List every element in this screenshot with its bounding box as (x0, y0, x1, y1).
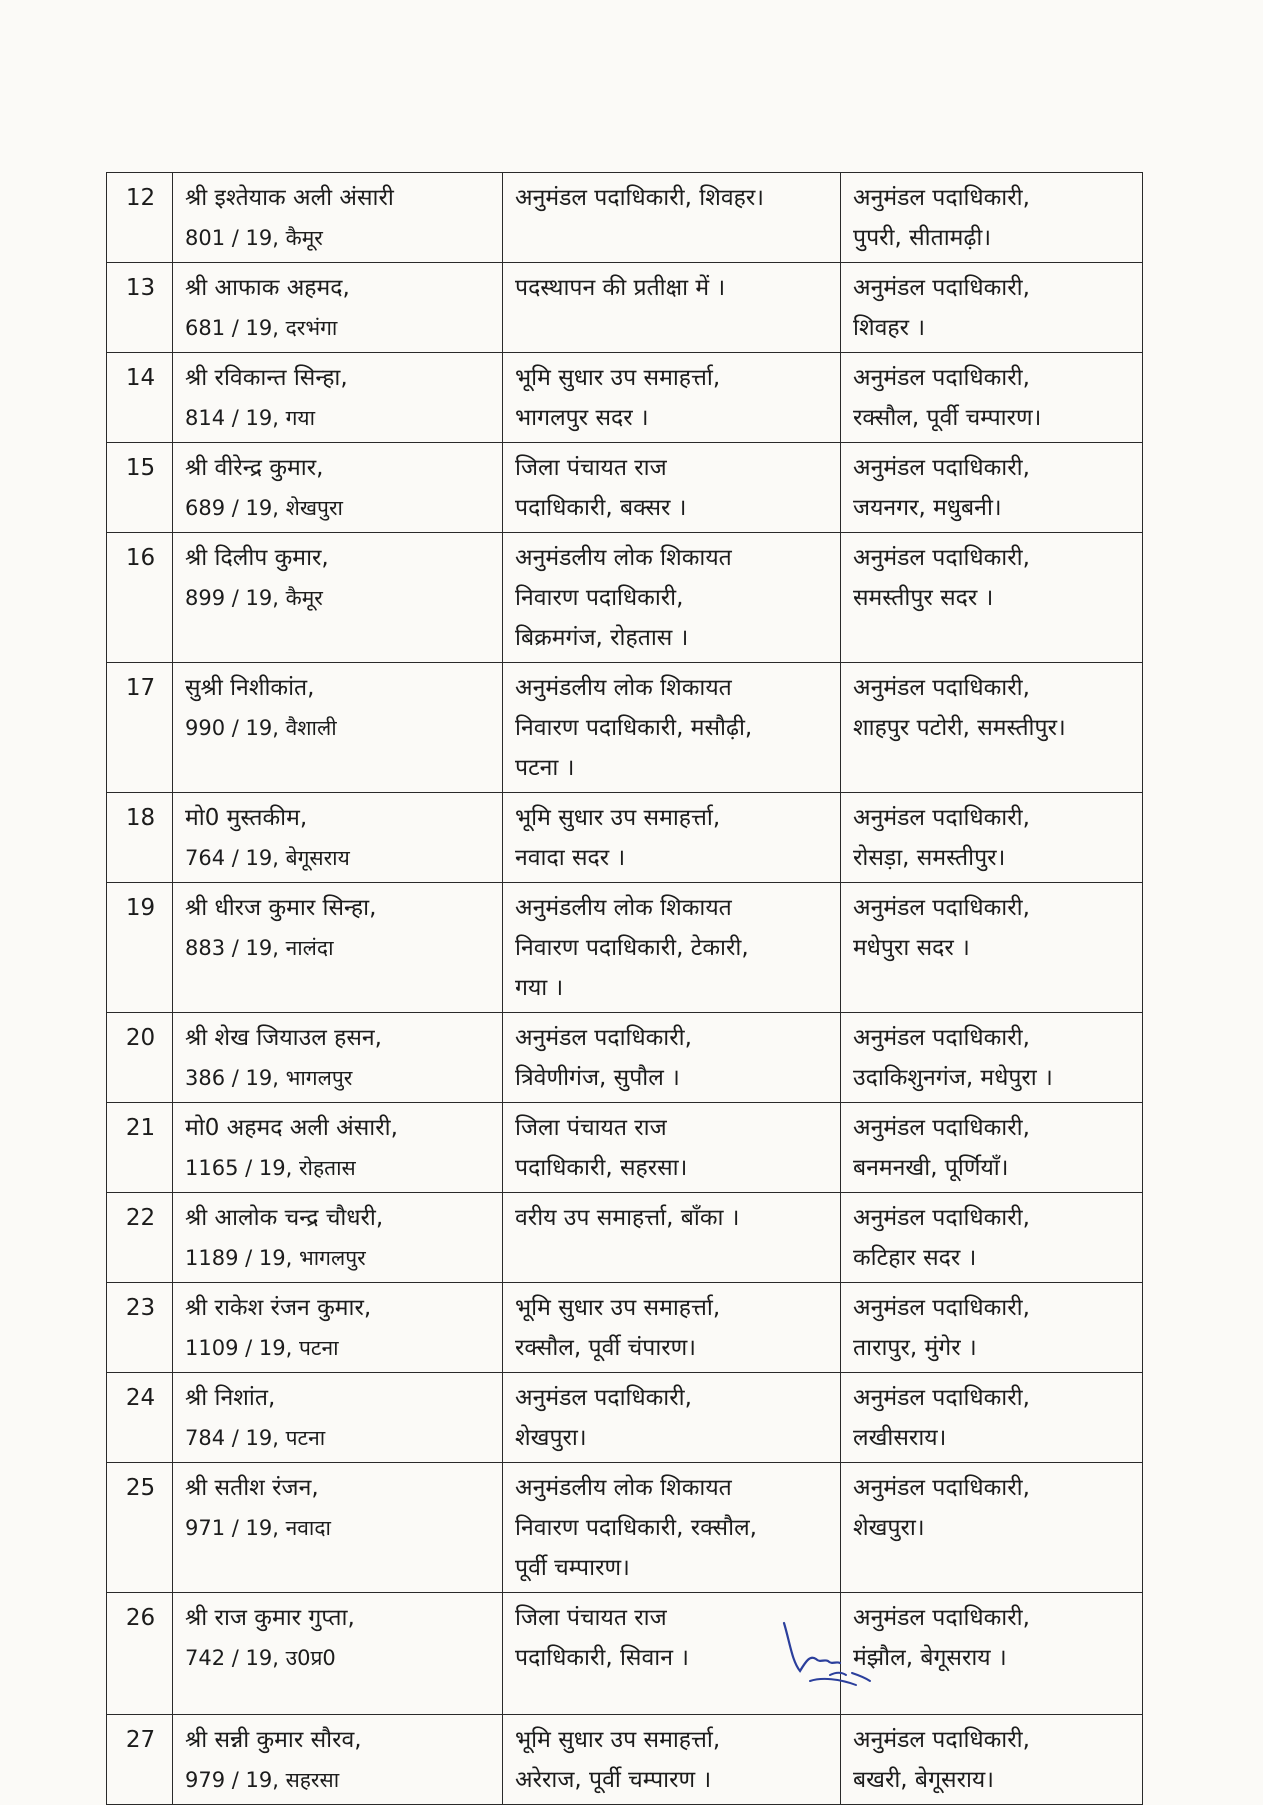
current-posting-line: भूमि सुधार उप समाहर्त्ता, (515, 805, 721, 831)
new-posting-line: अनुमंडल पदाधिकारी, (853, 1475, 1030, 1501)
current-posting-line: अनुमंडल पदाधिकारी, (515, 1385, 692, 1411)
new-posting-cell (841, 1013, 1143, 1103)
current-posting-line: पदाधिकारी, सिवान । (515, 1645, 689, 1671)
new-posting-line: अनुमंडल पदाधिकारी, (853, 1025, 1030, 1051)
officer-name: श्री वीरेन्द्र कुमार, (185, 455, 324, 481)
current-posting-line: भूमि सुधार उप समाहर्त्ता, (515, 1295, 721, 1321)
new-posting-cell (841, 173, 1143, 263)
new-posting-line: पुपरी, सीतामढ़ी। (853, 225, 992, 251)
new-posting-cell (841, 1715, 1143, 1805)
serial-number: 23 (107, 1283, 173, 1373)
table-row (107, 443, 1143, 533)
officer-batch-home: 899 / 19, कैमूर (185, 586, 323, 610)
serial-number: 20 (107, 1013, 173, 1103)
officer-name: श्री दिलीप कुमार, (185, 545, 329, 571)
officer-cell (173, 1373, 503, 1463)
current-posting-cell (503, 793, 841, 883)
officer-batch-home: 764 / 19, बेगूसराय (185, 846, 350, 870)
new-posting-line: समस्तीपुर सदर । (853, 585, 994, 611)
new-posting-cell (841, 1463, 1143, 1593)
current-posting-line: जिला पंचायत राज (515, 1605, 667, 1631)
new-posting-cell (841, 1103, 1143, 1193)
current-posting-line: अनुमंडलीय लोक शिकायत (515, 675, 732, 701)
table-row (107, 793, 1143, 883)
table-row (107, 173, 1143, 263)
officer-name: श्री राज कुमार गुप्ता, (185, 1605, 355, 1631)
officer-name: श्री रविकान्त सिन्हा, (185, 365, 348, 391)
current-posting-line: पदाधिकारी, सहरसा। (515, 1155, 688, 1181)
new-posting-line: बनमनखी, पूर्णियाँ। (853, 1155, 1009, 1181)
table-row (107, 1103, 1143, 1193)
table-row (107, 263, 1143, 353)
current-posting-line: अनुमंडल पदाधिकारी, शिवहर। (515, 185, 764, 211)
officer-batch-home: 1165 / 19, रोहतास (185, 1156, 356, 1180)
new-posting-cell (841, 663, 1143, 793)
officer-cell (173, 533, 503, 663)
current-posting-cell (503, 1013, 841, 1103)
current-posting-line: रक्सौल, पूर्वी चंपारण। (515, 1335, 697, 1361)
current-posting-line: भूमि सुधार उप समाहर्त्ता, (515, 365, 721, 391)
current-posting-line: गया । (515, 975, 564, 1001)
new-posting-line: अनुमंडल पदाधिकारी, (853, 1295, 1030, 1321)
officer-name: श्री सन्नी कुमार सौरव, (185, 1727, 362, 1753)
officer-cell (173, 173, 503, 263)
officer-batch-home: 784 / 19, पटना (185, 1426, 326, 1450)
serial-number: 14 (107, 353, 173, 443)
new-posting-line: अनुमंडल पदाधिकारी, (853, 545, 1030, 571)
new-posting-line: लखीसराय। (853, 1425, 947, 1451)
new-posting-line: अनुमंडल पदाधिकारी, (853, 675, 1030, 701)
current-posting-cell (503, 353, 841, 443)
current-posting-cell (503, 263, 841, 353)
new-posting-cell (841, 443, 1143, 533)
new-posting-cell (841, 1193, 1143, 1283)
new-posting-cell (841, 883, 1143, 1013)
officer-batch-home: 1189 / 19, भागलपुर (185, 1246, 366, 1270)
current-posting-line: पटना । (515, 755, 575, 781)
table-row (107, 1013, 1143, 1103)
current-posting-cell (503, 1193, 841, 1283)
current-posting-cell (503, 1103, 841, 1193)
new-posting-line: शाहपुर पटोरी, समस्तीपुर। (853, 715, 1066, 741)
current-posting-line: जिला पंचायत राज (515, 455, 667, 481)
officer-cell (173, 1103, 503, 1193)
table-row (107, 1715, 1143, 1805)
serial-number: 25 (107, 1463, 173, 1593)
current-posting-cell (503, 883, 841, 1013)
officer-name: श्री आलोक चन्द्र चौधरी, (185, 1205, 384, 1231)
serial-number: 12 (107, 173, 173, 263)
current-posting-cell (503, 533, 841, 663)
officer-batch-home: 990 / 19, वैशाली (185, 716, 337, 740)
new-posting-line: अनुमंडल पदाधिकारी, (853, 1727, 1030, 1753)
new-posting-line: रोसड़ा, समस्तीपुर। (853, 845, 1006, 871)
table-row (107, 1283, 1143, 1373)
table-row (107, 1593, 1143, 1715)
table-row (107, 1193, 1143, 1283)
current-posting-line: शेखपुरा। (515, 1425, 587, 1451)
officer-cell (173, 663, 503, 793)
current-posting-line: वरीय उप समाहर्त्ता, बाँका । (515, 1205, 740, 1231)
officer-batch-home: 1109 / 19, पटना (185, 1336, 339, 1360)
new-posting-line: मधेपुरा सदर । (853, 935, 970, 961)
officer-cell (173, 883, 503, 1013)
serial-number: 27 (107, 1715, 173, 1805)
current-posting-line: निवारण पदाधिकारी, (515, 585, 684, 611)
handwritten-signature (770, 1615, 900, 1695)
new-posting-line: बखरी, बेगूसराय। (853, 1767, 994, 1793)
new-posting-line: मंझौल, बेगूसराय । (853, 1645, 1007, 1671)
officer-batch-home: 801 / 19, कैमूर (185, 226, 323, 250)
officer-batch-home: 883 / 19, नालंदा (185, 936, 334, 960)
new-posting-line: अनुमंडल पदाधिकारी, (853, 1115, 1030, 1141)
officer-batch-home: 386 / 19, भागलपुर (185, 1066, 353, 1090)
table-row (107, 663, 1143, 793)
officer-batch-home: 814 / 19, गया (185, 406, 316, 430)
current-posting-line: पूर्वी चम्पारण। (515, 1555, 630, 1581)
current-posting-line: अनुमंडलीय लोक शिकायत (515, 1475, 732, 1501)
current-posting-line: निवारण पदाधिकारी, रक्सौल, (515, 1515, 757, 1541)
current-posting-line: जिला पंचायत राज (515, 1115, 667, 1141)
new-posting-cell (841, 1373, 1143, 1463)
new-posting-line: अनुमंडल पदाधिकारी, (853, 1605, 1030, 1631)
current-posting-line: भूमि सुधार उप समाहर्त्ता, (515, 1727, 721, 1753)
table-row (107, 1463, 1143, 1593)
new-posting-line: अनुमंडल पदाधिकारी, (853, 1205, 1030, 1231)
serial-number: 17 (107, 663, 173, 793)
current-posting-cell (503, 1373, 841, 1463)
officer-name: सुश्री निशीकांत, (185, 675, 315, 701)
officer-name: श्री इश्तेयाक अली अंसारी (185, 185, 394, 211)
new-posting-line: रक्सौल, पूर्वी चम्पारण। (853, 405, 1042, 431)
officer-name: मो0 मुस्तकीम, (185, 805, 308, 831)
officer-cell (173, 353, 503, 443)
current-posting-line: पदस्थापन की प्रतीक्षा में । (515, 275, 726, 301)
new-posting-line: अनुमंडल पदाधिकारी, (853, 185, 1030, 211)
new-posting-line: उदाकिशुनगंज, मधेपुरा । (853, 1065, 1053, 1091)
table-row (107, 883, 1143, 1013)
serial-number: 16 (107, 533, 173, 663)
new-posting-cell (841, 1283, 1143, 1373)
serial-number: 22 (107, 1193, 173, 1283)
officer-name: श्री शेख जियाउल हसन, (185, 1025, 382, 1051)
officer-batch-home: 971 / 19, नवादा (185, 1516, 331, 1540)
officer-cell (173, 793, 503, 883)
serial-number: 19 (107, 883, 173, 1013)
table-row (107, 533, 1143, 663)
serial-number: 15 (107, 443, 173, 533)
current-posting-cell (503, 1463, 841, 1593)
officer-name: श्री सतीश रंजन, (185, 1475, 319, 1501)
current-posting-line: निवारण पदाधिकारी, मसौढ़ी, (515, 715, 753, 741)
current-posting-line: अनुमंडलीय लोक शिकायत (515, 545, 732, 571)
current-posting-line: अनुमंडल पदाधिकारी, (515, 1025, 692, 1051)
current-posting-line: त्रिवेणीगंज, सुपौल । (515, 1065, 680, 1091)
current-posting-line: अरेराज, पूर्वी चम्पारण । (515, 1767, 712, 1793)
new-posting-line: अनुमंडल पदाधिकारी, (853, 275, 1030, 301)
new-posting-line: अनुमंडल पदाधिकारी, (853, 805, 1030, 831)
current-posting-cell (503, 1715, 841, 1805)
officer-name: श्री राकेश रंजन कुमार, (185, 1295, 372, 1321)
officer-name: श्री निशांत, (185, 1385, 276, 1411)
table-row (107, 1373, 1143, 1463)
officer-name: श्री धीरज कुमार सिन्हा, (185, 895, 377, 921)
new-posting-line: शेखपुरा। (853, 1515, 925, 1541)
current-posting-cell (503, 1283, 841, 1373)
officer-cell (173, 1283, 503, 1373)
current-posting-cell (503, 663, 841, 793)
new-posting-line: कटिहार सदर । (853, 1245, 977, 1271)
officer-cell (173, 1463, 503, 1593)
current-posting-cell (503, 443, 841, 533)
current-posting-line: पदाधिकारी, बक्सर । (515, 495, 687, 521)
current-posting-line: नवादा सदर । (515, 845, 626, 871)
officer-cell (173, 263, 503, 353)
new-posting-line: जयनगर, मधुबनी। (853, 495, 1002, 521)
current-posting-cell (503, 173, 841, 263)
serial-number: 24 (107, 1373, 173, 1463)
officer-batch-home: 979 / 19, सहरसा (185, 1768, 340, 1792)
new-posting-cell (841, 793, 1143, 883)
serial-number: 21 (107, 1103, 173, 1193)
officer-cell (173, 443, 503, 533)
current-posting-line: निवारण पदाधिकारी, टेकारी, (515, 935, 749, 961)
posting-table (106, 172, 1143, 1805)
officer-cell (173, 1013, 503, 1103)
new-posting-cell (841, 533, 1143, 663)
officer-batch-home: 689 / 19, शेखपुरा (185, 496, 343, 520)
officer-cell (173, 1193, 503, 1283)
new-posting-line: अनुमंडल पदाधिकारी, (853, 1385, 1030, 1411)
current-posting-line: अनुमंडलीय लोक शिकायत (515, 895, 732, 921)
officer-cell (173, 1715, 503, 1805)
officer-cell (173, 1593, 503, 1715)
new-posting-line: तारापुर, मुंगेर । (853, 1335, 977, 1361)
officer-name: श्री आफाक अहमद, (185, 275, 350, 301)
serial-number: 18 (107, 793, 173, 883)
new-posting-line: अनुमंडल पदाधिकारी, (853, 895, 1030, 921)
new-posting-cell (841, 353, 1143, 443)
serial-number: 26 (107, 1593, 173, 1715)
posting-table-body (107, 173, 1143, 1805)
new-posting-line: अनुमंडल पदाधिकारी, (853, 365, 1030, 391)
new-posting-line: शिवहर । (853, 315, 926, 341)
new-posting-cell (841, 263, 1143, 353)
current-posting-line: भागलपुर सदर । (515, 405, 649, 431)
officer-batch-home: 681 / 19, दरभंगा (185, 316, 338, 340)
current-posting-line: बिक्रमगंज, रोहतास । (515, 625, 689, 651)
officer-batch-home: 742 / 19, उ0प्र0 (185, 1646, 336, 1670)
new-posting-line: अनुमंडल पदाधिकारी, (853, 455, 1030, 481)
serial-number: 13 (107, 263, 173, 353)
table-row (107, 353, 1143, 443)
officer-name: मो0 अहमद अली अंसारी, (185, 1115, 398, 1141)
